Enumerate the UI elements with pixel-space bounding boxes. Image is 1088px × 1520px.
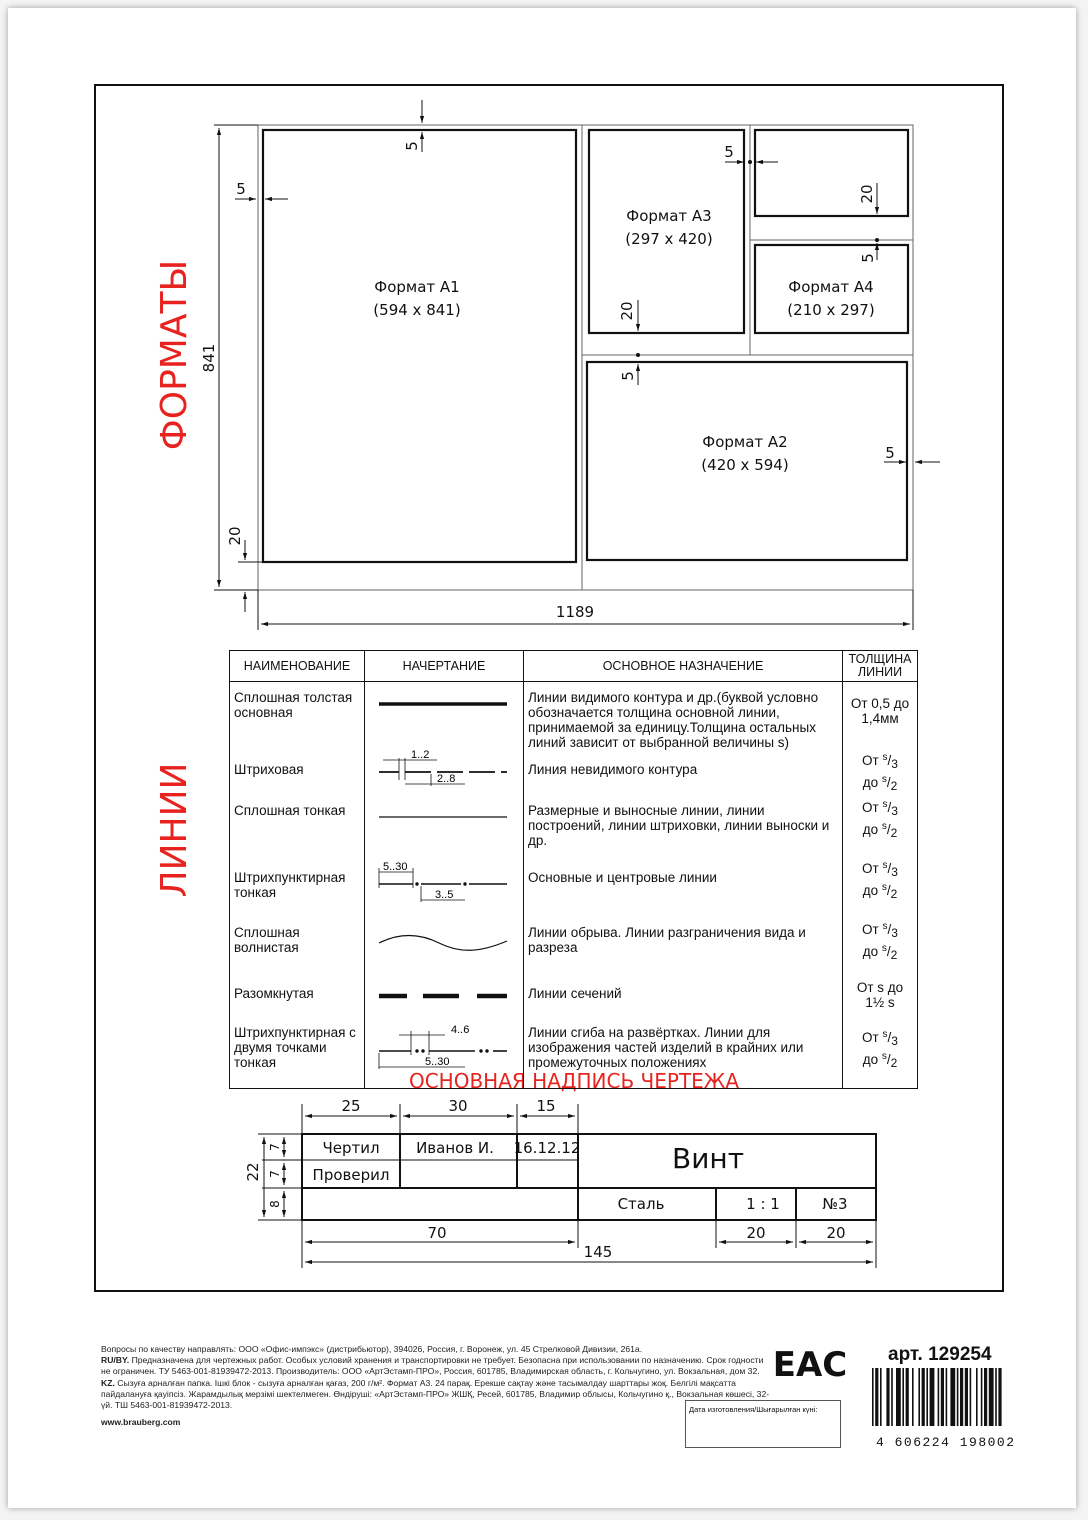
line-name: Штрихпунктирная с двумя точками тонкая (230, 1021, 365, 1089)
line-name: Штриховая (230, 750, 365, 797)
a3-label: Формат А3 (626, 207, 712, 225)
dim-20-a1: 20 (226, 526, 244, 546)
dim-20-a4top: 20 (858, 184, 876, 204)
tb-checked-label: Проверил (312, 1166, 390, 1184)
dim-5-a2: 5 (619, 371, 637, 381)
a4-label: Формат А4 (788, 278, 874, 296)
a2-size: (420 х 594) (701, 456, 789, 474)
line-thickness: От $^s$/3 до $^s$/2 (843, 750, 918, 797)
dim-841: 841 (200, 343, 218, 373)
formats-section-title: ФОРМАТЫ (154, 259, 195, 451)
lines-section-title: ЛИНИИ (154, 762, 195, 898)
line-row (230, 750, 918, 797)
line-thickness: От 0,5 до 1,4мм (843, 682, 918, 751)
line-sample-dashed (365, 750, 524, 797)
tb-dim-7b: 7 (268, 1170, 282, 1178)
dashdotdot-len-dim: 5..30 (425, 1056, 450, 1068)
a3-size: (297 х 420) (625, 230, 713, 248)
tb-drawn-date: 16.12.12 (513, 1139, 581, 1157)
line-row (230, 919, 918, 978)
footer-kz: KZ. Сызуға арналған папка. Ішкі блок - сызуға арналған қағаз, 200 г/м². Формат А3. 24 парақ. Ерекше сақтау және тасымалдау шарттары жоқ. Белгілі мақсатта пайдалануға қауіпсіз. Жарамдылық мерзімі шектелмеген. Өндіруші: «АртЭстамп-ПРО» ЖШҚ, Ресей, 601785, Владимир облысы, Кольчугино қ., Вокзальная көшесі, 32-үй. ТШ 5463-001-81939472-2013. (101, 1377, 770, 1411)
line-sample-dashdot (365, 858, 524, 919)
line-sample-open (365, 978, 524, 1021)
eac-mark (773, 1345, 848, 1385)
article-number: арт. 129254 (888, 1344, 992, 1365)
line-sample-thin (365, 797, 524, 858)
tb-dim-15: 15 (536, 1097, 556, 1115)
line-row (230, 797, 918, 858)
tb-dim-20a: 20 (746, 1224, 766, 1242)
line-sample-thick (365, 682, 524, 751)
footer-quality: Вопросы по качеству направлять: ООО «Офис-импэкс» (дистрибьютор), 394026, Россия, г. Воронеж, ул. 45 Стрелковой Дивизии, 261а. (101, 1344, 643, 1354)
dash-gap-dim: 1..2 (411, 750, 430, 761)
header-name: НАИМЕНОВАНИЕ (230, 651, 365, 682)
tb-number: №3 (822, 1195, 848, 1213)
tb-dim-70: 70 (427, 1224, 447, 1242)
a1-size: (594 х 841) (373, 301, 461, 319)
tb-dim-30: 30 (448, 1097, 468, 1115)
manufacture-date-box: Дата изготовления/Шығарылған күні: (685, 1400, 841, 1448)
lines-table (229, 650, 918, 1089)
line-row (230, 858, 918, 919)
line-purpose: Основные и центровые линии (524, 858, 843, 919)
tb-dim-25: 25 (341, 1097, 361, 1115)
tb-dim-145: 145 (583, 1243, 613, 1261)
dashdot-gap-dim: 3..5 (435, 889, 454, 901)
line-thickness: От $^s$/3 до $^s$/2 (843, 797, 918, 858)
title-block-section-title: ОСНОВНАЯ НАДПИСЬ ЧЕРТЕЖА (408, 1069, 740, 1093)
footer-website: www.brauberg.com (101, 1417, 181, 1428)
tb-scale: 1 : 1 (746, 1195, 780, 1213)
drawing-sheet (8, 8, 1076, 1508)
a1-label: Формат А1 (374, 278, 460, 296)
dashdot-len-dim: 5..30 (383, 861, 408, 873)
line-purpose: Линии обрыва. Линии разграничения вида и разреза (524, 919, 843, 978)
line-thickness: От $^s$/3 до $^s$/2 (843, 919, 918, 978)
line-thickness: От $^s$/3 до $^s$/2 (843, 858, 918, 919)
a2-label: Формат А2 (702, 433, 788, 451)
line-name: Сплошная толстая основная (230, 682, 365, 751)
line-purpose: Линии сечений (524, 978, 843, 1021)
dim-5-top: 5 (403, 141, 421, 151)
line-thickness: От $^s$/3 до $^s$/2 (843, 1021, 918, 1089)
line-row (230, 682, 918, 751)
barcode (872, 1368, 1002, 1426)
format-a4-top-frame (755, 130, 908, 216)
line-name: Штрихпунктирная тонкая (230, 858, 365, 919)
footer-ruby: RU/BY. Предназначена для чертежных работ. Особых условий хранения и транспортировки не требует. Безопасна при использовании по назначению. Срок годности не ограничен. ТУ 5463-001-81939472-2013. Производитель: ООО «АртЭстамп-ПРО», Россия, 601785, Владимирская область, г. Кольчугино, ул. Вокзальная, дом 32. (101, 1355, 764, 1377)
dim-20-a3: 20 (618, 301, 636, 321)
dashdotdot-gap-dim: 4..6 (451, 1024, 470, 1036)
tb-part-name: Винт (671, 1142, 745, 1175)
tb-drawn-label: Чертил (322, 1139, 380, 1157)
barcode-digits: 4 606224 198002 (876, 1435, 1016, 1450)
dim-1189: 1189 (555, 603, 595, 621)
title-block-dimensions (258, 1104, 876, 1268)
line-name: Сплошная волнистая (230, 919, 365, 978)
line-purpose: Линия невидимого контура (524, 750, 843, 797)
line-name: Сплошная тонкая (230, 797, 365, 858)
format-boundaries (258, 125, 913, 590)
svg-text:ЕАС: ЕАС (772, 1345, 848, 1385)
a4-size: (210 х 297) (787, 301, 875, 319)
dim-5-a3: 5 (724, 143, 734, 161)
line-purpose: Размерные и выносные линии, линии построений, линии штриховки, линии выноски и др. (524, 797, 843, 858)
header-drawing: НАЧЕРТАНИЕ (365, 651, 524, 682)
line-purpose: Линии сгиба на развёртках. Линии для изображения частей изделий в крайних или промежуточных положениях (524, 1021, 843, 1089)
line-row (230, 978, 918, 1021)
tb-dim-7a: 7 (268, 1143, 282, 1151)
dim-5-a4: 5 (859, 253, 877, 263)
dim-5-left: 5 (236, 180, 246, 198)
tb-dim-20b: 20 (826, 1224, 846, 1242)
tb-material: Сталь (617, 1195, 665, 1213)
line-sample-dashdotdot (365, 1021, 524, 1089)
dash-len-dim: 2..8 (437, 773, 456, 785)
line-name: Разомкнутая (230, 978, 365, 1021)
tb-dim-22: 22 (244, 1162, 262, 1182)
tb-dim-8: 8 (268, 1200, 282, 1208)
line-purpose: Линии видимого контура и др.(буквой условно обозначается толщина основной линии, принимаемой за единицу.Толщина остальных линий зависит от выбранной величины s) (524, 682, 843, 751)
format-a1-frame (263, 130, 576, 562)
line-row (230, 1021, 918, 1089)
tb-drawn-name: Иванов И. (416, 1139, 494, 1157)
line-sample-wavy (365, 919, 524, 978)
line-thickness: От s до 1½ s (843, 978, 918, 1021)
footer-text (101, 1344, 771, 1428)
header-purpose: ОСНОВНОЕ НАЗНАЧЕНИЕ (524, 651, 843, 682)
dim-5-a2right: 5 (885, 444, 895, 462)
header-thickness: ТОЛЩИНА ЛИНИИ (843, 651, 918, 682)
